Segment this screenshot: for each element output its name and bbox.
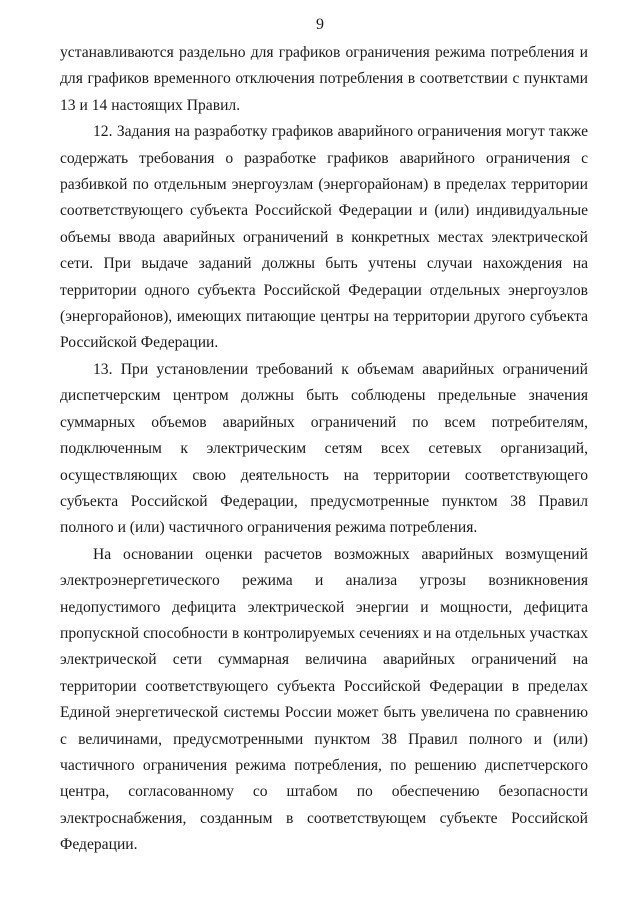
paragraph-clause-13: 13. При установлении требований к объемам аварийных ограничений диспетчерским центром должны быть соблюдены предельные значения суммарных объемов аварийных ограничений по всем потребителям, подключенным к электрическим сетям всех сетевых организаций, осуществляющих свою деятельность на территории соответствующего субъекта Российской Федерации, предусмотренные пунктом 38 Правил полного и (или) частичного ограничения режима потребления. — [60, 360, 588, 537]
paragraph-continuation: устанавливаются раздельно для графиков ограничения режима потребления и для графиков временного отключения потребления в соответствии с пунктами 13 и 14 настоящих Правил. — [60, 44, 588, 114]
page-number: 9 — [316, 16, 324, 33]
paragraph-clause-12: 12. Задания на разработку графиков аварийного ограничения могут также содержать требования о разработке графиков аварийного ограничения с разбивкой по отдельным энергоузлам (энергорайонам) в пределах территории соответствующего субъекта Российской Федерации и (или) индивидуальные объемы ввода аварийных ограничений в конкретных местах электрической сети. При выдаче заданий должны быть учтены случаи нахождения на территории одного субъекта Российской Федерации отдельных энергоузлов (энергорайонов), имеющих питающие центры на территории другого субъекта Российской Федерации. — [60, 123, 588, 352]
paragraph-clause-13-continued: На основании оценки расчетов возможных аварийных возмущений электроэнергетического режима и анализа угрозы возникновения недопустимого дефицита электрической энергии и мощности, дефицита пропускной способности в контролируемых сечениях и на отдельных участках электрической сети суммарная величина аварийных ограничений на территории соответствующего субъекта Российской Федерации в пределах Единой энергетической системы России может быть увеличена по сравнению с величинами, предусмотренными пунктом 38 Правил полного и (или) частичного ограничения режима потребления, по решению диспетчерского центра, согласованному со штабом по обеспечению безопасности электроснабжения, созданным в соответствующем субъекте Российской Федерации. — [60, 545, 588, 854]
document-body — [60, 40, 588, 859]
